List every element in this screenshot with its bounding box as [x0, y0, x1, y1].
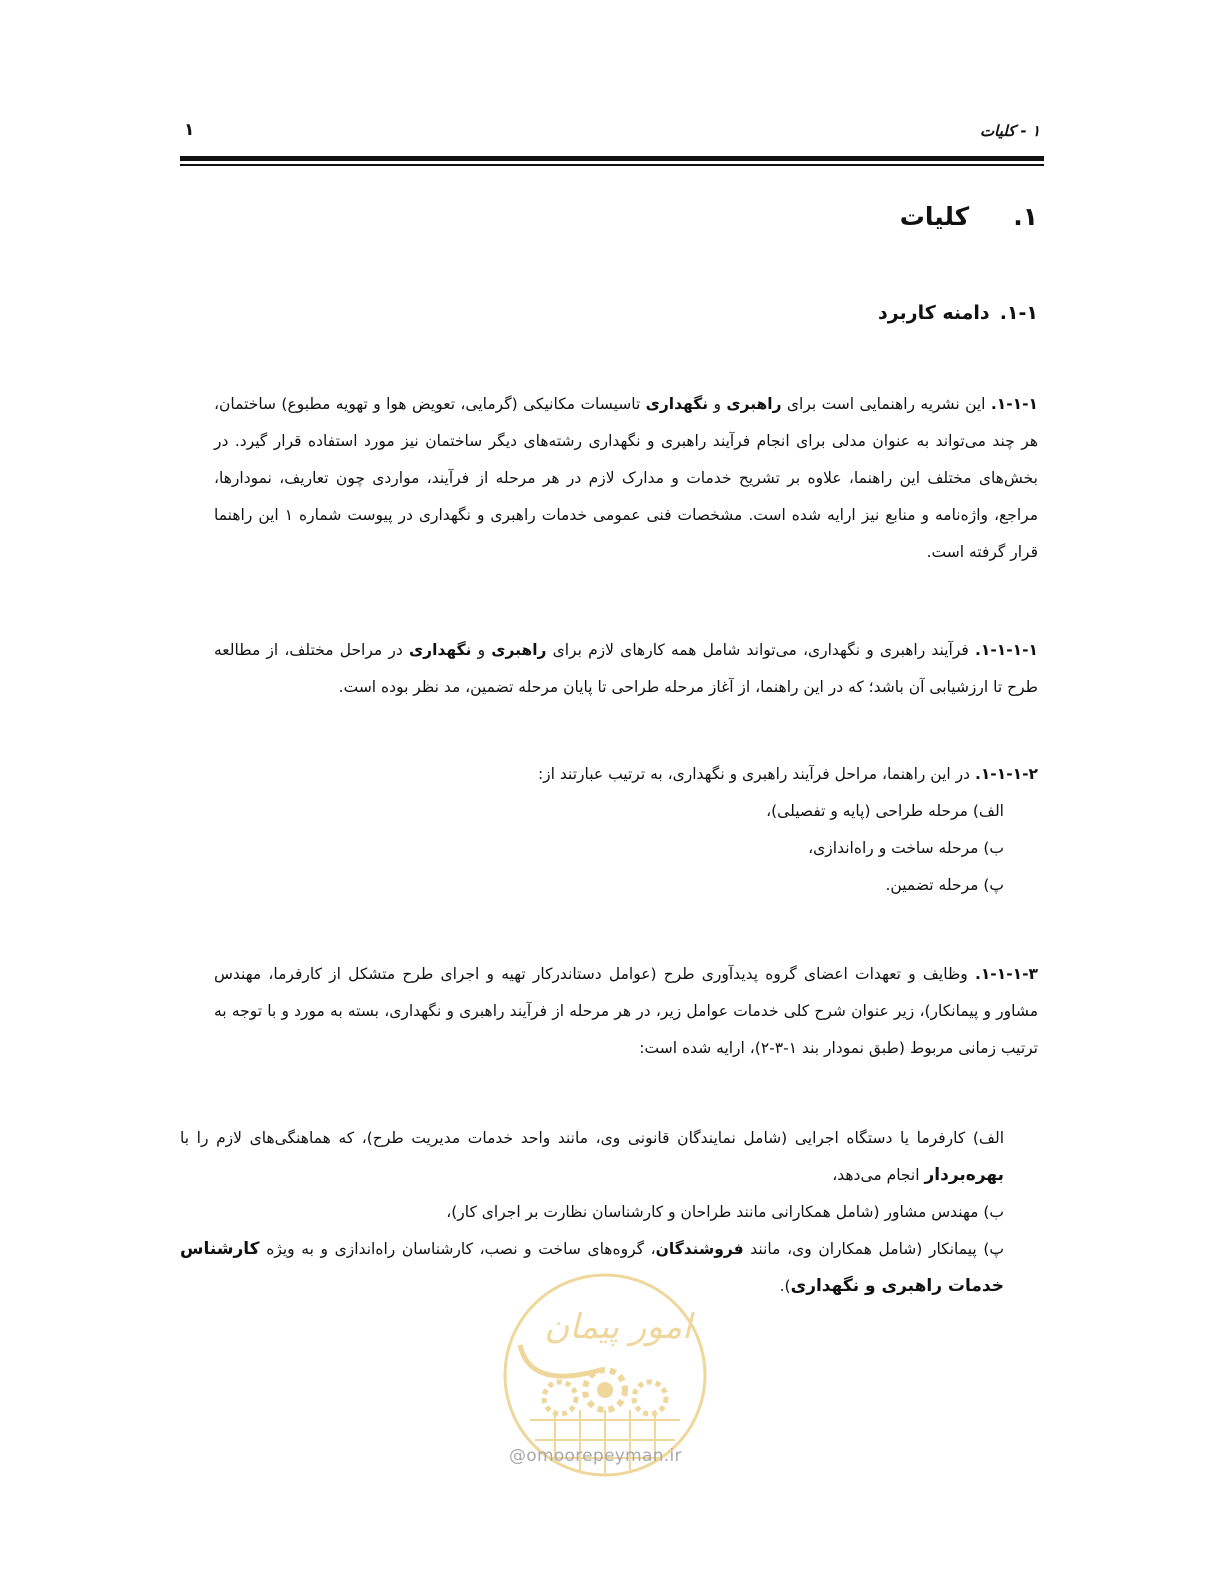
paragraph-text: و	[708, 395, 727, 413]
bold-term: نگهداری	[408, 641, 472, 659]
bold-term: فروشندگان	[655, 1240, 744, 1258]
paragraph-text: تاسیسات مکانیکی (گرمایی، تعویض هوا و تهویه مطبوع) ساختمان، هر چند می‌تواند به عنوان مدلی برای انجام فرآیند راهبری و نگهداری رشته‌های دیگر ساختمان نیز مورد استفاده قرار گیرد. در بخش‌های مختلف این راهنما، علاوه بر تشریح خدمات و مدارک لازم در هر مرحله از فرآیند، مواردی چون تعاریف، نمودارها، مراجع، واژه‌نامه و منابع نیز ارایه شده است. مشخصات فنی عمومی خدمات راهبری و نگهداری در پیوست شماره ۱ این راهنما قرار گرفته است.	[214, 395, 1039, 561]
list-item-text: انجام می‌دهد،	[832, 1166, 925, 1184]
chapter-heading-title: کلیات	[899, 202, 970, 231]
paragraph-text: و	[471, 641, 492, 659]
page-number: ۱	[184, 120, 195, 140]
paragraph-1-1-1	[214, 386, 1038, 571]
paragraph-1-1-1-1	[214, 632, 1038, 706]
bold-term: بهره‌بردار	[924, 1165, 1004, 1185]
paragraph-number: ۱-۱-۱-۲.	[974, 765, 1038, 783]
chapter-heading	[900, 202, 1038, 231]
paragraph-text: در مراحل مختلف، از مطالعه طرح تا ارزشیابی آن باشد؛ که در این راهنما، از آغاز مرحله طراحی تا پایان مرحله تضمین، مد نظر بوده است.	[214, 641, 1038, 696]
section-heading-number: ۱-۱.	[999, 302, 1038, 324]
list-item: پ) مرحله تضمین.	[885, 876, 1004, 894]
chapter-heading-number: ۱.	[1013, 202, 1038, 231]
bold-term: راهبری	[491, 641, 547, 659]
running-header-title: ۱ - کلیات	[979, 122, 1040, 140]
paragraph-text: در این راهنما، مراحل فرآیند راهبری و نگهداری، به ترتیب عبارتند از:	[537, 765, 975, 783]
header-rule-thin	[180, 164, 1044, 166]
list-item-text: ، گروه‌های ساخت و نصب، کارشناسان راه‌اندازی و به ویژه	[259, 1240, 656, 1258]
list-item: ب) مرحله ساخت و راه‌اندازی،	[808, 839, 1004, 857]
header-rule-thick	[180, 156, 1044, 161]
list-item: ب) مهندس مشاور (شامل همکارانی مانند طراحان و کارشناسان نظارت بر اجرای کار)،	[446, 1203, 1004, 1221]
bold-term: کارشناس خدمات راهبری و نگهداری	[180, 1239, 1004, 1296]
paragraph-1-1-1-3	[214, 956, 1038, 1067]
website-watermark: @omoorepeyman.ir	[509, 1446, 682, 1466]
paragraph-text: فرآیند راهبری و نگهداری، می‌تواند شامل همه کارهای لازم برای	[546, 641, 975, 659]
list-item-text: پ) پیمانکار (شامل همکاران وی، مانند	[743, 1240, 1004, 1258]
watermark-text: امور پیمان	[544, 1307, 692, 1347]
paragraph-1-1-1-2	[214, 756, 1038, 793]
list-item-text: الف) کارفرما یا دستگاه اجرایی (شامل نمایندگان قانونی وی، مانند واحد خدمات مدیریت طرح)، که هماهنگی‌های لازم را با	[180, 1129, 1004, 1147]
paragraph-text: این نشریه راهنمایی است برای	[781, 395, 991, 413]
list-item: الف) مرحله طراحی (پایه و تفصیلی)،	[766, 802, 1004, 820]
bold-term: راهبری	[726, 395, 782, 413]
bold-term: نگهداری	[645, 395, 709, 413]
phase-list	[766, 793, 1004, 904]
paragraph-number: ۱-۱-۱.	[990, 395, 1038, 413]
paragraph-number: ۱-۱-۱-۱.	[974, 641, 1039, 659]
list-item-text: ).	[779, 1277, 791, 1295]
paragraph-number: ۱-۱-۱-۳.	[974, 965, 1038, 983]
section-heading	[878, 302, 1038, 324]
paragraph-text: وظایف و تعهدات اعضای گروه پدیدآوری طرح (عوامل دستاندرکار تهیه و اجرای طرح متشکل از کارفرما، مهندس مشاور و پیمانکار)، زیر عنوان شرح کلی خدمات عوامل زیر، در هر مرحله از فرآیند راهبری و نگهداری، بسته به مورد و با توجه به ترتیب زمانی مربوط (طبق نمودار بند ۱-۳-۲)، ارایه شده است:	[214, 965, 1038, 1057]
section-heading-title: دامنه کاربرد	[877, 302, 990, 324]
list-item	[180, 1120, 1004, 1194]
